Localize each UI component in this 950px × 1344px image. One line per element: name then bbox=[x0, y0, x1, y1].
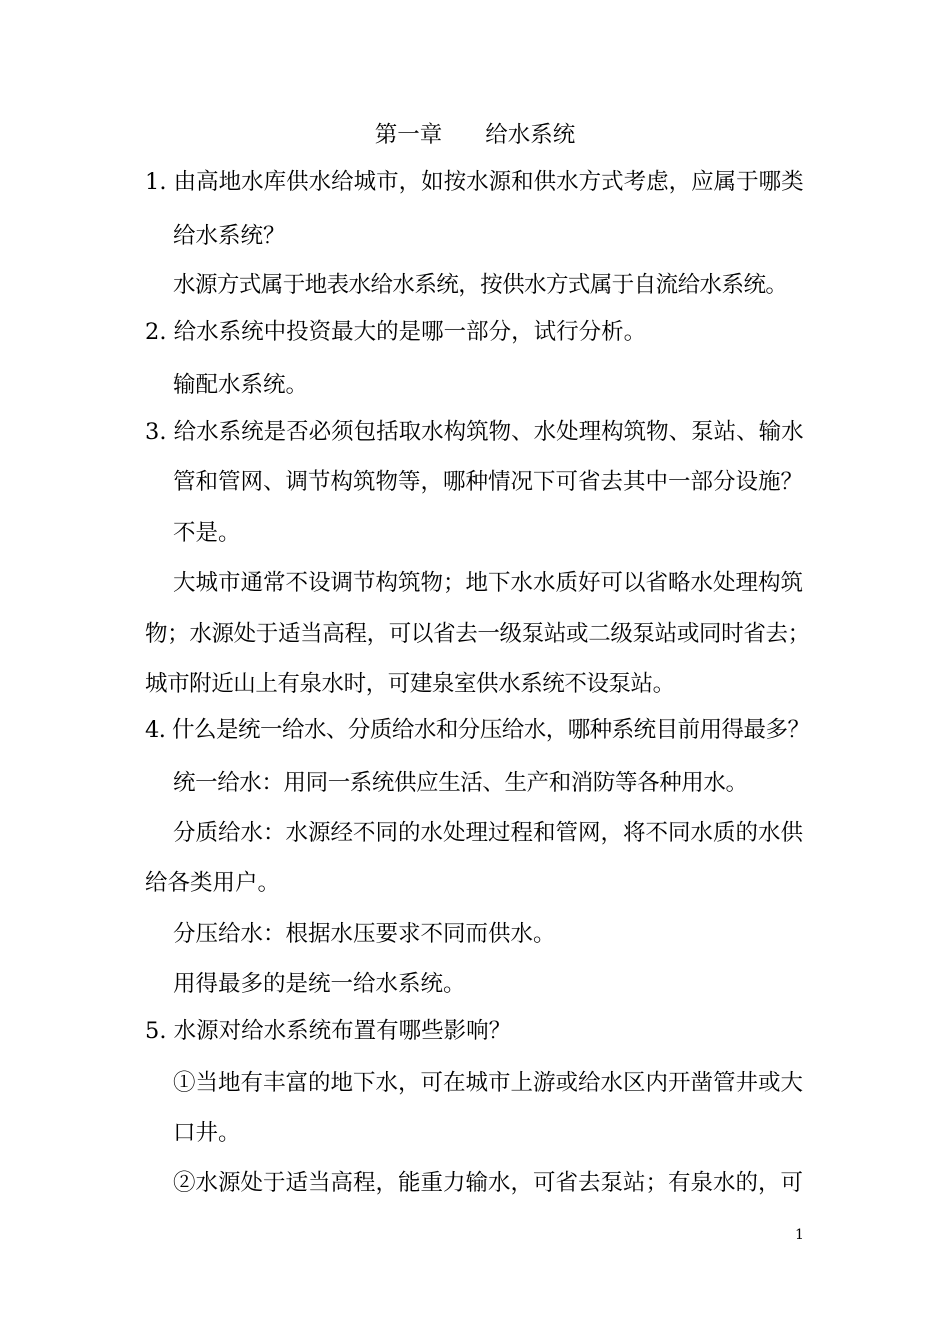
question-1-line-1: 1. 由高地水库供水给城市，如按水源和供水方式考虑，应属于哪类 bbox=[145, 169, 804, 195]
question-3-line-1: 3. 给水系统是否必须包括取水构筑物、水处理构筑物、泵站、输水 bbox=[145, 419, 804, 445]
answer-5-line-1: ①当地有丰富的地下水，可在城市上游或给水区内开凿管井或大 bbox=[173, 1070, 804, 1096]
answer-4-line-5: 用得最多的是统一给水系统。 bbox=[173, 971, 466, 997]
answer-4-line-2: 分质给水：水源经不同的水处理过程和管网，将不同水质的水供 bbox=[173, 820, 804, 846]
question-4: 4. 什么是统一给水、分质给水和分压给水，哪种系统目前用得最多？ bbox=[145, 717, 810, 743]
answer-4-line-1: 统一给水：用同一系统供应生活、生产和消防等各种用水。 bbox=[173, 770, 748, 796]
answer-3-line-2: 大城市通常不设调节构筑物；地下水水质好可以省略水处理构筑 bbox=[173, 570, 804, 596]
answer-3-line-1: 不是。 bbox=[173, 520, 241, 546]
question-1-line-2: 给水系统？ bbox=[173, 223, 286, 249]
question-5: 5. 水源对给水系统布置有哪些影响？ bbox=[145, 1018, 512, 1044]
answer-2: 输配水系统。 bbox=[173, 372, 309, 398]
answer-1: 水源方式属于地表水给水系统，按供水方式属于自流给水系统。 bbox=[173, 272, 788, 298]
answer-5-line-2: 口井。 bbox=[173, 1120, 241, 1146]
chapter-title: 第一章 给水系统 bbox=[374, 122, 576, 148]
answer-4-line-3: 给各类用户。 bbox=[145, 870, 281, 896]
answer-3-line-4: 城市附近山上有泉水时，可建泉室供水系统不设泵站。 bbox=[145, 671, 675, 697]
question-2: 2. 给水系统中投资最大的是哪一部分，试行分析。 bbox=[145, 319, 647, 345]
answer-5-line-3: ②水源处于适当高程，能重力输水，可省去泵站；有泉水的，可 bbox=[173, 1170, 804, 1196]
answer-4-line-4: 分压给水：根据水压要求不同而供水。 bbox=[173, 921, 556, 947]
question-3-line-2: 管和管网、调节构筑物等，哪种情况下可省去其中一部分设施？ bbox=[173, 469, 804, 495]
answer-3-line-3: 物；水源处于适当高程，可以省去一级泵站或二级泵站或同时省去； bbox=[145, 621, 810, 647]
page-number: 1 bbox=[795, 1227, 804, 1243]
